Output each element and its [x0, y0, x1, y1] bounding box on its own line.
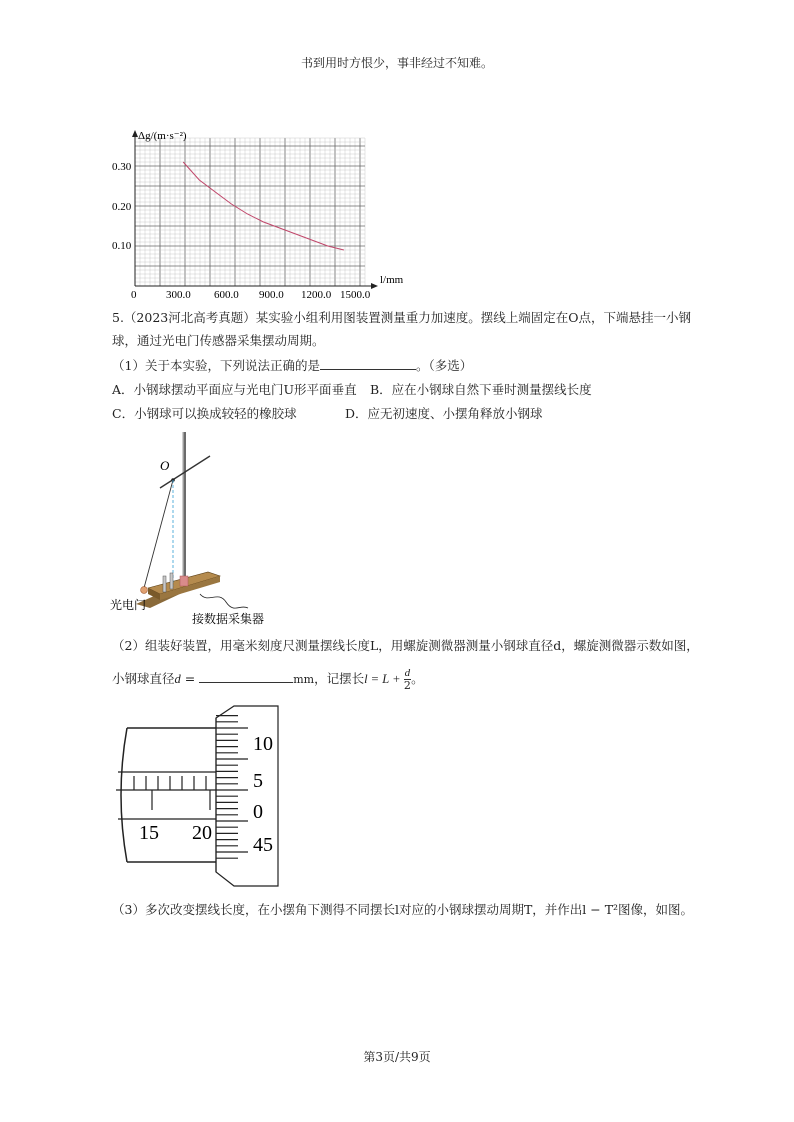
y-tick-010: 0.10: [112, 240, 132, 252]
graph-grid: [135, 138, 365, 286]
photogate-right: [170, 573, 173, 589]
part1-suffix: 。（多选）: [415, 358, 473, 373]
pendulum-string: [144, 480, 173, 588]
part2-prefix: 小钢球直径: [112, 671, 175, 686]
formula-lhs: l = L +: [364, 672, 404, 686]
delta-g-graph: [100, 128, 420, 300]
pendulum-apparatus: [108, 426, 298, 626]
page-footer: 第3页/共9页: [363, 1050, 431, 1064]
page-header: 书到用时方恨少，事非经过不知难。: [300, 56, 493, 70]
label-photogate: 光电门: [110, 598, 147, 612]
answer-blank-2[interactable]: [199, 682, 293, 683]
part2-end: 。: [411, 671, 424, 686]
micrometer-frame: [121, 728, 127, 862]
sleeve-ticks-lower: [152, 790, 210, 810]
option-c: C．小钢球可以换成较轻的橡胶球: [112, 406, 297, 421]
rod-clamp: [180, 576, 188, 586]
q5-part1: [112, 358, 472, 374]
part1-prompt: （1）关于本实验，下列说法正确的是: [112, 358, 320, 373]
x-tick-1500: 1500.0: [340, 289, 371, 300]
label-data-collector: 接数据采集器: [192, 612, 265, 626]
sleeve-ticks-upper: [134, 776, 206, 790]
y-tick-030: 0.30: [112, 161, 132, 173]
option-a: A．小钢球摆动平面应与光电门U形平面垂直: [112, 382, 357, 397]
sleeve-label-20: 20: [192, 822, 212, 844]
label-o: O: [160, 458, 170, 473]
x-tick-300: 300.0: [166, 289, 191, 300]
frac-num: d: [404, 667, 411, 679]
x-axis-label: l/mm: [380, 274, 404, 286]
q5-stem-line2: 球，通过光电门传感器采集摆动周期。: [112, 333, 325, 348]
q5-stem-line1: 5.（2023河北高考真题）某实验小组利用图装置测量重力加速度。摆线上端固定在O点，下端悬挂一小钢: [112, 310, 691, 325]
thimble-label-10: 10: [253, 733, 273, 755]
equals-sign: =: [180, 671, 200, 686]
x-tick-900: 900.0: [259, 289, 284, 300]
answer-blank-1[interactable]: [320, 369, 416, 370]
sleeve-label-15: 15: [139, 822, 159, 844]
part2-mid: ，记摆长: [314, 671, 365, 686]
stand-rod-highlight: [182, 432, 184, 582]
part3-text: （3）多次改变摆线长度，在小摆角下测得不同摆长l对应的小钢球摆动周期T，并作出l − T²图像，如图。: [112, 902, 694, 917]
thimble-label-5: 5: [253, 770, 263, 792]
d-symbol: d: [174, 672, 181, 686]
thimble-label-45: 45: [253, 834, 273, 856]
y-axis-label: Δg/(m·s⁻²): [138, 130, 187, 142]
option-b: B．应在小钢球自然下垂时测量摆线长度: [370, 382, 592, 397]
x-tick-1200: 1200.0: [301, 289, 332, 300]
cable: [200, 594, 248, 608]
part2-line1: （2）组装好装置，用毫米刻度尺测量摆线长度L，用螺旋测微器测量小钢球直径d，螺旋测微器示数如图，: [112, 638, 699, 653]
thimble-label-0: 0: [253, 801, 263, 823]
unit-mm: mm: [293, 673, 315, 686]
option-d: D．应无初速度、小摆角释放小钢球: [345, 406, 543, 421]
part2-line2: [112, 668, 424, 691]
frac-den: 2: [403, 679, 411, 692]
x-tick-0: 0: [131, 289, 137, 300]
x-axis-arrow: [371, 283, 378, 289]
micrometer-reading-figure: [112, 700, 312, 892]
x-tick-600: 600.0: [214, 289, 239, 300]
photogate-left: [163, 576, 166, 592]
y-tick-020: 0.20: [112, 201, 132, 213]
steel-ball: [141, 587, 148, 594]
